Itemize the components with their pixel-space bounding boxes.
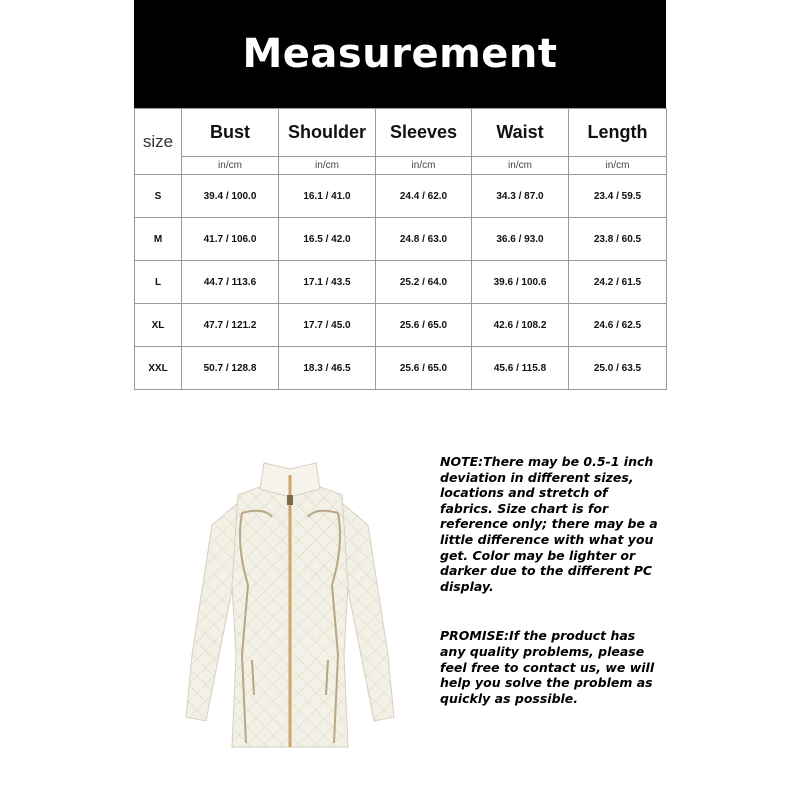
- value-cell: 25.2 / 64.0: [376, 261, 472, 304]
- zipper-pull-icon: [287, 495, 293, 505]
- measurement-header: [134, 0, 666, 108]
- value-cell: 44.7 / 113.6: [182, 261, 279, 304]
- value-cell: 24.8 / 63.0: [376, 218, 472, 261]
- value-cell: 24.6 / 62.5: [569, 304, 667, 347]
- column-header-shoulder: Shoulder: [279, 109, 376, 157]
- unit-label: in/cm: [182, 157, 279, 175]
- note-text: NOTE:There may be 0.5-1 inch deviation in different sizes, locations and stretch of fabrics. Size chart is for reference only; there may be a little difference with what you get. Color may be lighter or darker due to the different PC display.: [440, 454, 658, 594]
- size-cell: M: [135, 218, 182, 261]
- unit-label: in/cm: [569, 157, 667, 175]
- value-cell: 45.6 / 115.8: [472, 347, 569, 390]
- jacket-image: [180, 455, 400, 755]
- value-cell: 17.7 / 45.0: [279, 304, 376, 347]
- value-cell: 36.6 / 93.0: [472, 218, 569, 261]
- header-row: [135, 109, 667, 157]
- value-cell: 16.1 / 41.0: [279, 175, 376, 218]
- size-cell: XXL: [135, 347, 182, 390]
- value-cell: 25.6 / 65.0: [376, 347, 472, 390]
- value-cell: 24.4 / 62.0: [376, 175, 472, 218]
- value-cell: 39.6 / 100.6: [472, 261, 569, 304]
- value-cell: 34.3 / 87.0: [472, 175, 569, 218]
- table-row: [135, 218, 667, 261]
- unit-label: in/cm: [376, 157, 472, 175]
- unit-label: in/cm: [279, 157, 376, 175]
- value-cell: 41.7 / 106.0: [182, 218, 279, 261]
- table-row: [135, 261, 667, 304]
- column-header-sleeves: Sleeves: [376, 109, 472, 157]
- value-cell: 16.5 / 42.0: [279, 218, 376, 261]
- notes-panel: [440, 454, 660, 706]
- table-row: [135, 347, 667, 390]
- value-cell: 47.7 / 121.2: [182, 304, 279, 347]
- value-cell: 39.4 / 100.0: [182, 175, 279, 218]
- value-cell: 24.2 / 61.5: [569, 261, 667, 304]
- page-title: Measurement: [242, 31, 558, 77]
- value-cell: 23.8 / 60.5: [569, 218, 667, 261]
- column-header-bust: Bust: [182, 109, 279, 157]
- value-cell: 18.3 / 46.5: [279, 347, 376, 390]
- size-cell: XL: [135, 304, 182, 347]
- value-cell: 42.6 / 108.2: [472, 304, 569, 347]
- value-cell: 17.1 / 43.5: [279, 261, 376, 304]
- value-cell: 50.7 / 128.8: [182, 347, 279, 390]
- size-chart-table: [134, 108, 667, 390]
- size-column-header: size: [135, 109, 182, 175]
- table-row: [135, 304, 667, 347]
- value-cell: 23.4 / 59.5: [569, 175, 667, 218]
- value-cell: 25.0 / 63.5: [569, 347, 667, 390]
- column-header-length: Length: [569, 109, 667, 157]
- size-cell: S: [135, 175, 182, 218]
- table-row: [135, 175, 667, 218]
- size-cell: L: [135, 261, 182, 304]
- value-cell: 25.6 / 65.0: [376, 304, 472, 347]
- promise-text: PROMISE:If the product has any quality problems, please feel free to contact us, we will help you solve the problem as quickly as possible.: [440, 628, 655, 706]
- column-header-waist: Waist: [472, 109, 569, 157]
- unit-row: [135, 157, 667, 175]
- unit-label: in/cm: [472, 157, 569, 175]
